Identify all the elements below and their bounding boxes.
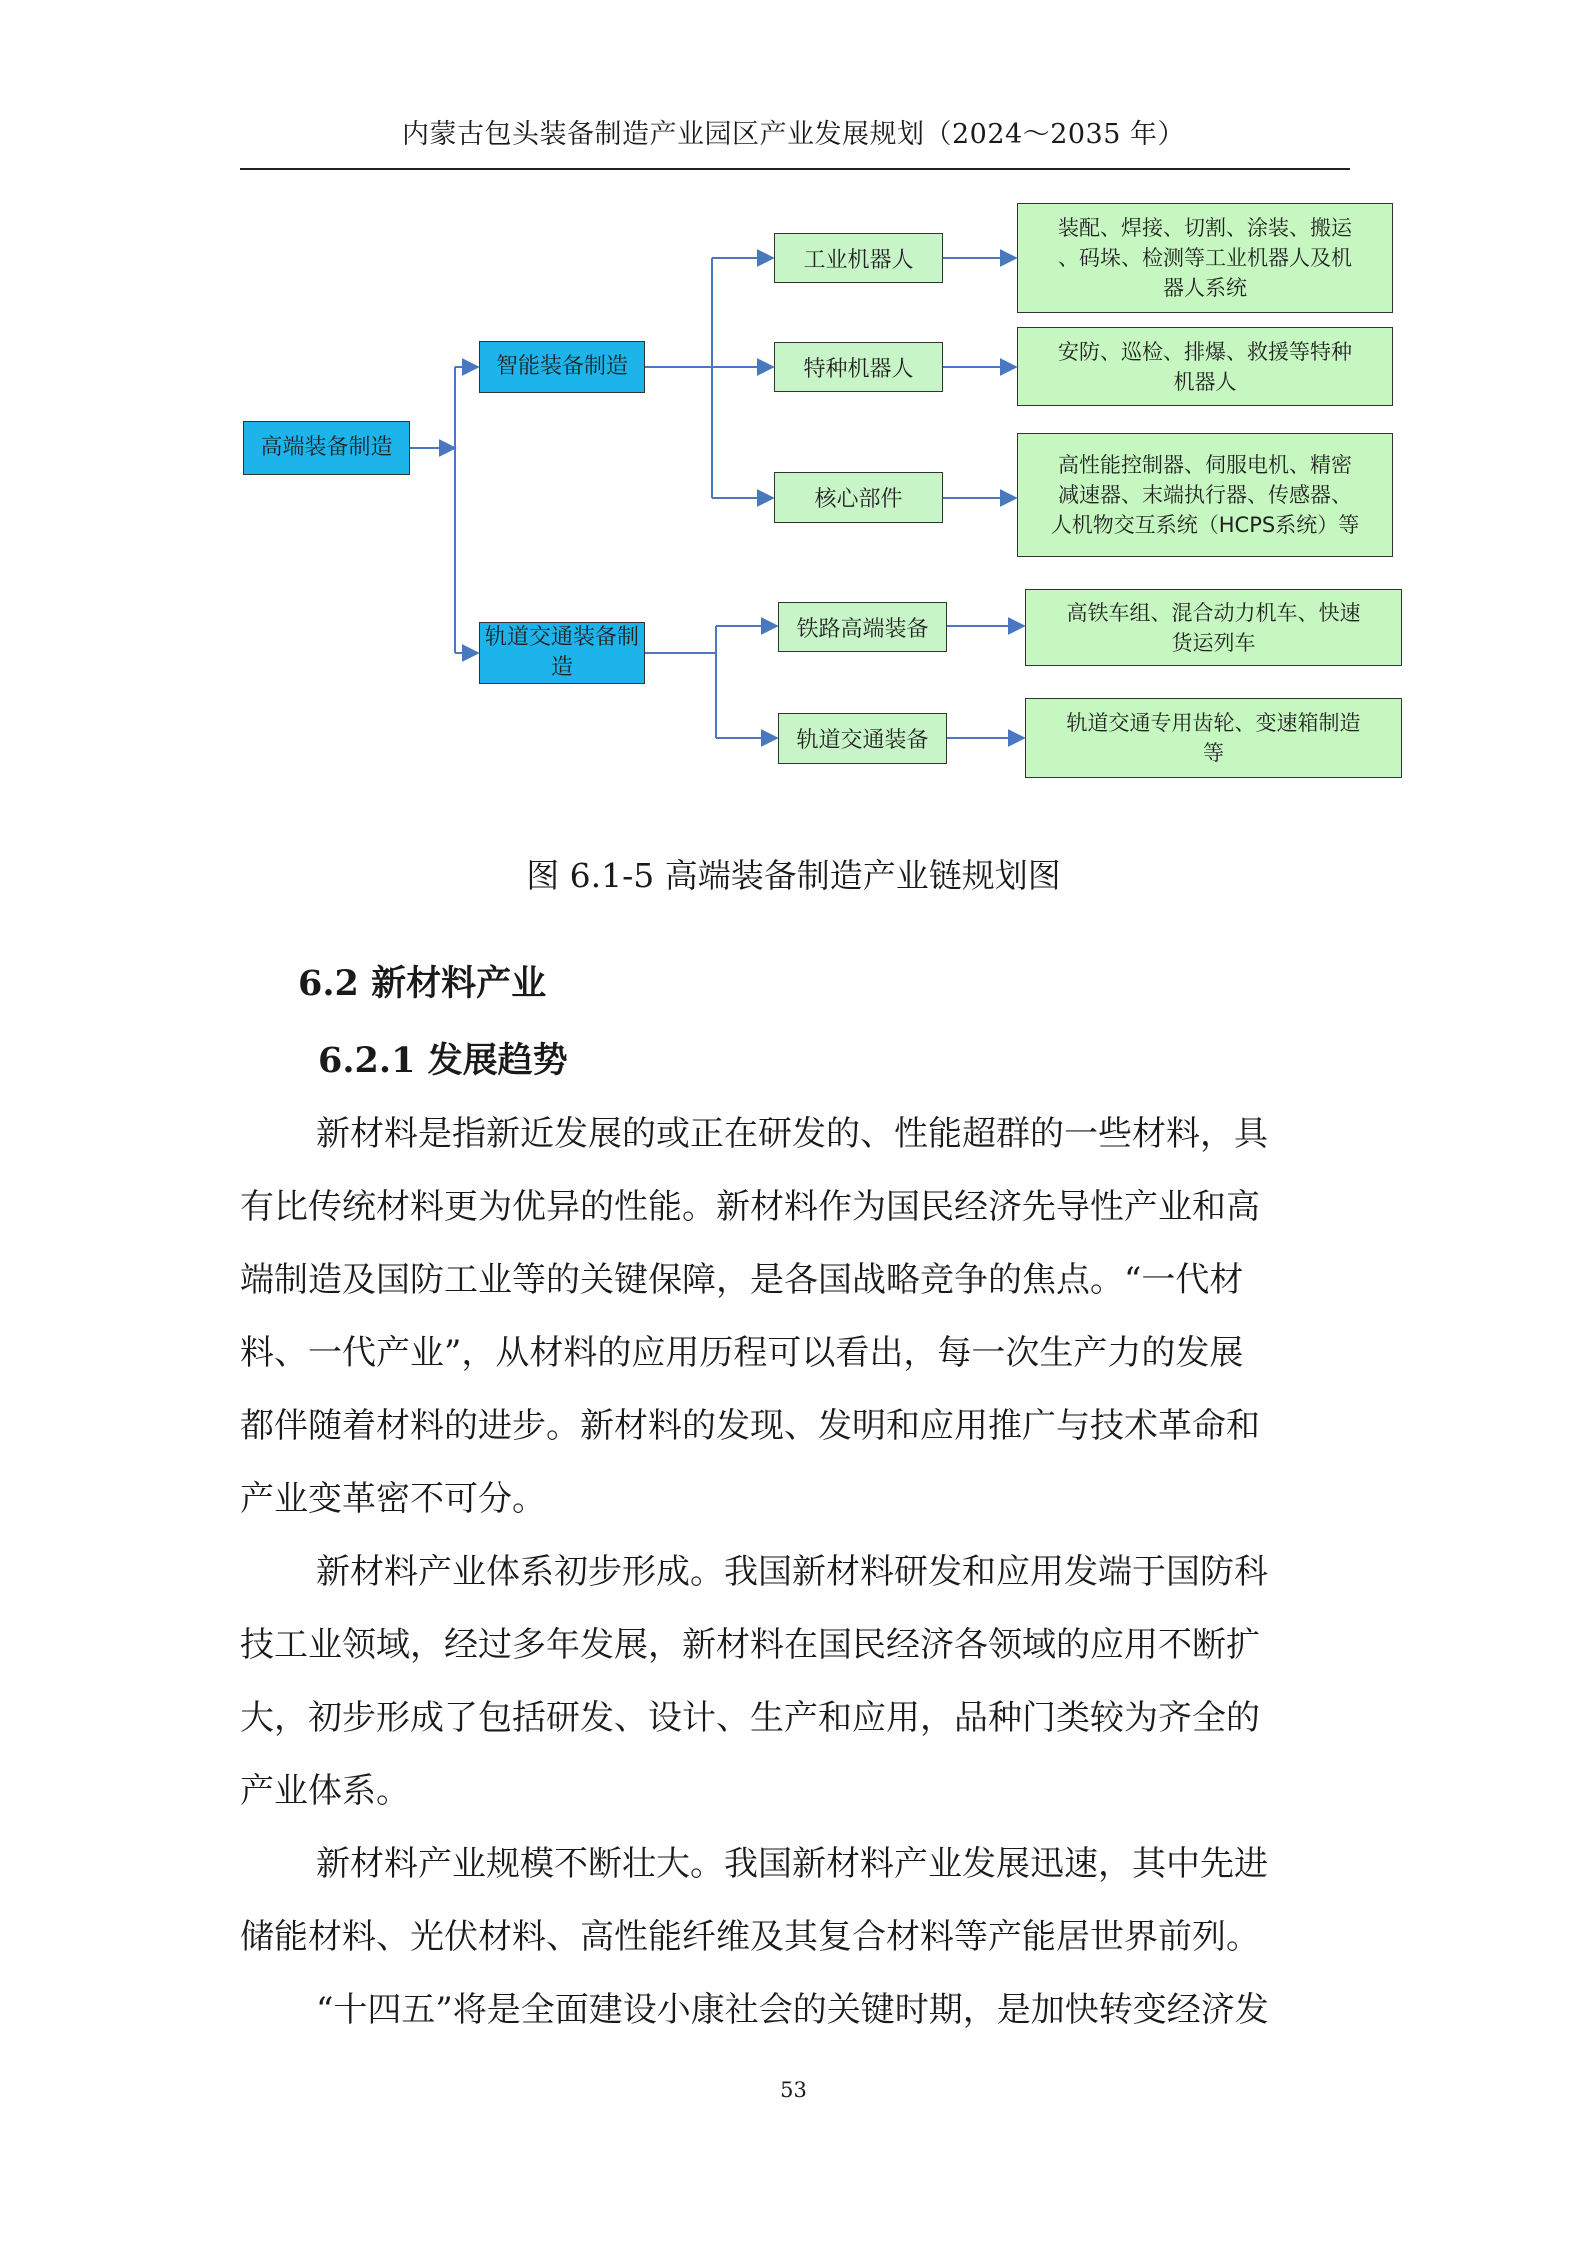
detail-line: 机器人 <box>1173 369 1237 394</box>
node-railway-high-end-equipment: 铁路高端装备 <box>778 602 947 652</box>
text-line: 技工业领域，经过多年发展，新材料在国民经济各领域的应用不断扩 <box>240 1625 1260 1665</box>
node-industrial-robot: 工业机器人 <box>774 233 943 283</box>
node-root: 高端装备制造 <box>243 421 410 475</box>
section-heading: 6.2 新材料产业 <box>298 963 547 1004</box>
detail-line: 货运列车 <box>1171 630 1256 655</box>
node-rail-transit-manufacturing: 轨道交通装备制造 <box>479 622 645 684</box>
node-detail-railway-equipment <box>1025 589 1402 666</box>
detail-line: 安防、巡检、排爆、救援等特种 <box>1058 339 1352 364</box>
text-line: 新材料产业规模不断壮大。我国新材料产业发展迅速，其中先进 <box>316 1844 1268 1884</box>
node-detail-industrial-robot <box>1017 203 1393 313</box>
detail-line: 减速器、末端执行器、传感器、 <box>1057 483 1352 507</box>
detail-line: 器人系统 <box>1163 276 1247 300</box>
text-line: 产业体系。 <box>240 1771 410 1811</box>
text-line: 料、一代产业”，从材料的应用历程可以看出，每一次生产力的发展 <box>240 1333 1244 1373</box>
detail-line: 等 <box>1203 741 1224 765</box>
node-core-parts: 核心部件 <box>774 472 943 523</box>
node-detail-special-robot <box>1017 327 1393 406</box>
detail-line: 人机物交互系统（HCPS系统）等 <box>1050 513 1360 537</box>
text-line: 大，初步形成了包括研发、设计、生产和应用，品种门类较为齐全的 <box>240 1698 1260 1738</box>
text-line: 有比传统材料更为优异的性能。新材料作为国民经济先导性产业和高 <box>240 1187 1260 1227</box>
text-line: 新材料产业体系初步形成。我国新材料研发和应用发端于国防科 <box>316 1552 1268 1592</box>
text-line: 端制造及国防工业等的关键保障，是各国战略竞争的焦点。“一代材 <box>240 1260 1244 1300</box>
paragraph-1 <box>240 1098 1350 1536</box>
subsection-heading: 6.2.1 发展趋势 <box>318 1040 568 1081</box>
detail-line: 轨道交通专用齿轮、变速箱制造 <box>1066 711 1361 735</box>
page-number: 53 <box>780 2078 807 2102</box>
text-line: 产业变革密不可分。 <box>240 1479 546 1519</box>
detail-line: 、码垛、检测等工业机器人及机 <box>1058 246 1352 270</box>
node-detail-core-parts <box>1017 433 1393 557</box>
paragraph-2 <box>240 1536 1350 1828</box>
node-rail-transit-equipment: 轨道交通装备 <box>778 713 947 764</box>
text-line: 储能材料、光伏材料、高性能纤维及其复合材料等产能居世界前列。 <box>240 1917 1260 1957</box>
node-smart-equipment: 智能装备制造 <box>479 341 645 393</box>
detail-line: 高性能控制器、伺服电机、精密 <box>1057 453 1352 477</box>
text-line: “十四五”将是全面建设小康社会的关键时期，是加快转变经济发 <box>316 1990 1269 2030</box>
text-line: 都伴随着材料的进步。新材料的发现、发明和应用推广与技术革命和 <box>240 1406 1260 1446</box>
detail-line: 高铁车组、混合动力机车、快速 <box>1066 600 1361 625</box>
figure-caption: 图 6.1-5 高端装备制造产业链规划图 <box>526 856 1061 895</box>
paragraph-4 <box>240 1974 1350 2047</box>
text-line: 新材料是指新近发展的或正在研发的、性能超群的一些材料，具 <box>316 1114 1268 1154</box>
node-special-robot: 特种机器人 <box>774 342 943 392</box>
paragraph-3 <box>240 1828 1350 1974</box>
page-header: 内蒙古包头装备制造产业园区产业发展规划（2024～2035 年） <box>401 119 1185 150</box>
industry-chain-diagram <box>0 0 1587 820</box>
detail-line: 装配、焊接、切割、涂装、搬运 <box>1058 216 1352 240</box>
node-detail-rail-transit-equipment <box>1025 698 1402 778</box>
